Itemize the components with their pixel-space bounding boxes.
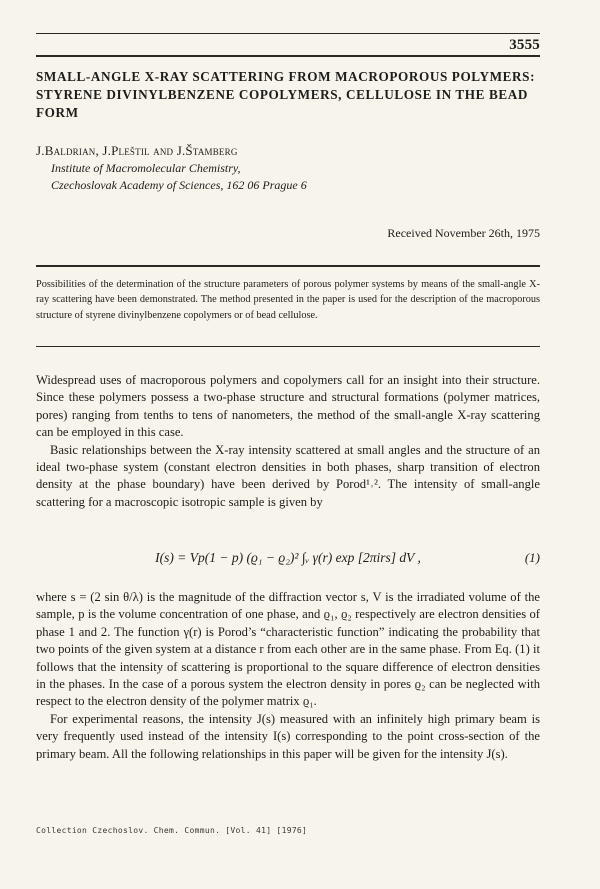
page-number: 3555: [509, 37, 540, 53]
body-text-lower: [36, 589, 540, 763]
paragraph-2: Basic relationships between the X-ray intensity scattered at small angles and the structure of an ideal two-phase system (constant electron densities in both phases, sharp transition of electron density at the phase boundary) have been derived by Porod¹˒². The intensity of small-angle scattering for a macroscopic isotropic sample is given by: [36, 442, 540, 509]
affiliation-line-1: Institute of Macromolecular Chemistry,: [51, 161, 241, 175]
body-text-upper: [36, 372, 540, 511]
authors: J.Baldrian, J.Pleštil and J.Štamberg: [36, 143, 238, 158]
paragraph-3: where s = (2 sin θ/λ) is the magnitude of the diffraction vector s, V is the irradiated volume of the sample, p is the volume concentration of one phase, and ϱ₁, ϱ₂ respectively are electron densities of phase 1 and 2. The function γ(r) is Porod’s “characteristic function” indicating the probability that two points of the given system at a distance r from each other are in the same phase. From Eq. (1) it follows that the intensity of scattering is proportional to the square difference of electron densities in the phases. In the case of a porous system the electron density in pores ϱ₂ can be neglected with respect to the electron density of the polymer matrix ϱ₁.: [36, 590, 540, 709]
received-date: Received November 26th, 1975: [387, 226, 540, 240]
affiliation-line-2: Czechoslovak Academy of Sciences, 162 06 Prague 6: [51, 178, 307, 192]
paragraph-1: Widespread uses of macroporous polymers and copolymers call for an insight into their structure. Since these polymers possess a two-phase structure and structural formations (polymer matrices, pores) ranging from tenths to tens of nanometers, the method of the small-angle X-ray scattering can be employed in this case.: [36, 373, 540, 440]
abstract-bottom-rule: [36, 346, 540, 347]
header-rule: [36, 55, 540, 57]
affiliation: [51, 160, 307, 194]
equation-number: (1): [524, 550, 540, 565]
abstract-top-rule: [36, 265, 540, 267]
abstract: Possibilities of the determination of the structure parameters of porous polymer systems by means of the small-angle X-ray scattering have been demonstrated. The method presented in the paper is used for the description of the macroporous structure of styrene divinylbenzene copolymers or of bead cellulose.: [36, 279, 540, 321]
paragraph-4: For experimental reasons, the intensity J(s) measured with an infinitely high primary beam is very frequently used instead of the intensity I(s) corresponding to the point cross-section of the primary beam. All the following relationships in this paper will be given for the intensity J(s).: [36, 711, 540, 761]
equation-1: [36, 540, 540, 580]
equation-body: I(s) = Vp(1 − p) (ϱ₁ − ϱ₂)² ∫ᵥ γ(r) exp [2πirs] dV ,: [155, 550, 421, 565]
footer-citation: Collection Czechoslov. Chem. Commun. [Vol. 41] [1976]: [36, 826, 308, 835]
article-title: SMALL-ANGLE X-RAY SCATTERING FROM MACROPOROUS POLYMERS: STYRENE DIVINYLBENZENE COPOLYMERS, CELLULOSE IN THE BEAD FORM: [36, 69, 536, 120]
top-rule: [36, 33, 540, 34]
